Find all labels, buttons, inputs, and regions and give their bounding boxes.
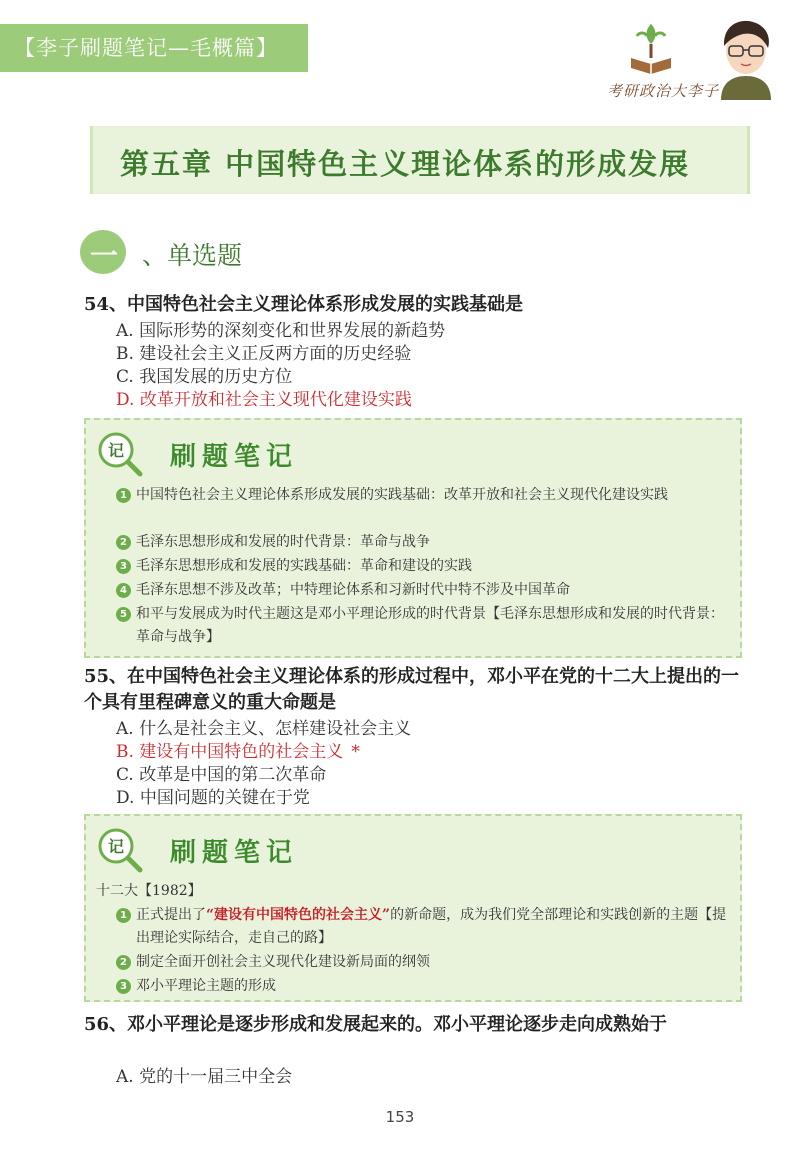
note1-item-3: 3 毛泽东思想形成和发展的实践基础：革命和建设的实践 bbox=[116, 555, 736, 578]
header-tab: 【李子刷题笔记—毛概篇】 bbox=[0, 24, 308, 72]
note1-item-2: 2 毛泽东思想形成和发展的时代背景：革命与战争 bbox=[116, 531, 736, 554]
note2-item-1: 1 正式提出了“建设有中国特色的社会主义”的新命题，成为我们党全部理论和实践创新的主题【提出理论实际结合，走自己的路】 bbox=[116, 904, 736, 950]
q55-option-b-correct: B. 建设有中国特色的社会主义 * bbox=[116, 742, 360, 762]
brand-name: 考研政治大李子 bbox=[607, 82, 720, 100]
highlight-proposition: “建设有中国特色的社会主义” bbox=[206, 907, 391, 923]
question-54: 54、中国特色社会主义理论体系形成发展的实践基础是 bbox=[84, 294, 524, 315]
svg-text:记: 记 bbox=[107, 837, 125, 856]
note1-item-5: 5 和平与发展成为时代主题这是邓小平理论形成的时代背景【毛泽东思想形成和发展的时代背景：革命与战争】 bbox=[116, 603, 736, 649]
magnifier-note-icon bbox=[94, 824, 144, 874]
tree-book-logo-icon bbox=[625, 18, 677, 74]
note1-item-4: 4 毛泽东思想不涉及改革；中特理论体系和习新时代中特不涉及中国革命 bbox=[116, 579, 736, 602]
note2-intro: 十二大【1982】 bbox=[96, 883, 202, 899]
chapter-title: 第五章 中国特色主义理论体系的形成发展 bbox=[120, 147, 691, 181]
note-header bbox=[94, 428, 354, 478]
magnifier-note-icon bbox=[94, 428, 144, 478]
svg-text:记: 记 bbox=[107, 441, 125, 460]
q54-option-c: C. 我国发展的历史方位 bbox=[116, 367, 293, 387]
note-title: 刷题笔记 bbox=[170, 838, 299, 868]
study-note-1 bbox=[84, 418, 742, 658]
note2-item-2: 2 制定全面开创社会主义现代化建设新局面的纲领 bbox=[116, 951, 736, 974]
q55-option-a: A. 什么是社会主义、怎样建设社会主义 bbox=[116, 719, 412, 739]
section-title: 、单选题 bbox=[142, 241, 243, 270]
q56-option-a: A. 党的十一届三中全会 bbox=[116, 1067, 293, 1087]
page-number: 153 bbox=[385, 1108, 415, 1126]
answer-star-icon: * bbox=[351, 742, 360, 762]
note1-item-1: 1 中国特色社会主义理论体系形成发展的实践基础：改革开放和社会主义现代化建设实践 bbox=[116, 484, 736, 507]
q54-option-a: A. 国际形势的深刻变化和世界发展的新趋势 bbox=[116, 321, 446, 341]
note-header bbox=[94, 824, 354, 874]
brand bbox=[603, 16, 793, 100]
note-title: 刷题笔记 bbox=[170, 442, 299, 472]
note2-item-3: 3 邓小平理论主题的形成 bbox=[116, 975, 736, 998]
question-55: 55、在中国特色社会主义理论体系的形成过程中，邓小平在党的十二大上提出的一个具有里程碑意义的重大命题是 bbox=[84, 666, 740, 713]
q54-option-d-correct: D. 改革开放和社会主义现代化建设实践 bbox=[116, 390, 412, 410]
avatar bbox=[715, 16, 777, 100]
q55-option-d: D. 中国问题的关键在于党 bbox=[116, 788, 310, 808]
study-note-2 bbox=[84, 814, 742, 1002]
section-number: 一 bbox=[90, 239, 119, 272]
q55-option-c: C. 改革是中国的第二次革命 bbox=[116, 765, 327, 785]
question-56: 56、邓小平理论是逐步形成和发展起来的。邓小平理论逐步走向成熟始于 bbox=[84, 1014, 668, 1035]
section-heading bbox=[80, 228, 250, 276]
q54-option-b: B. 建设社会主义正反两方面的历史经验 bbox=[116, 344, 412, 364]
